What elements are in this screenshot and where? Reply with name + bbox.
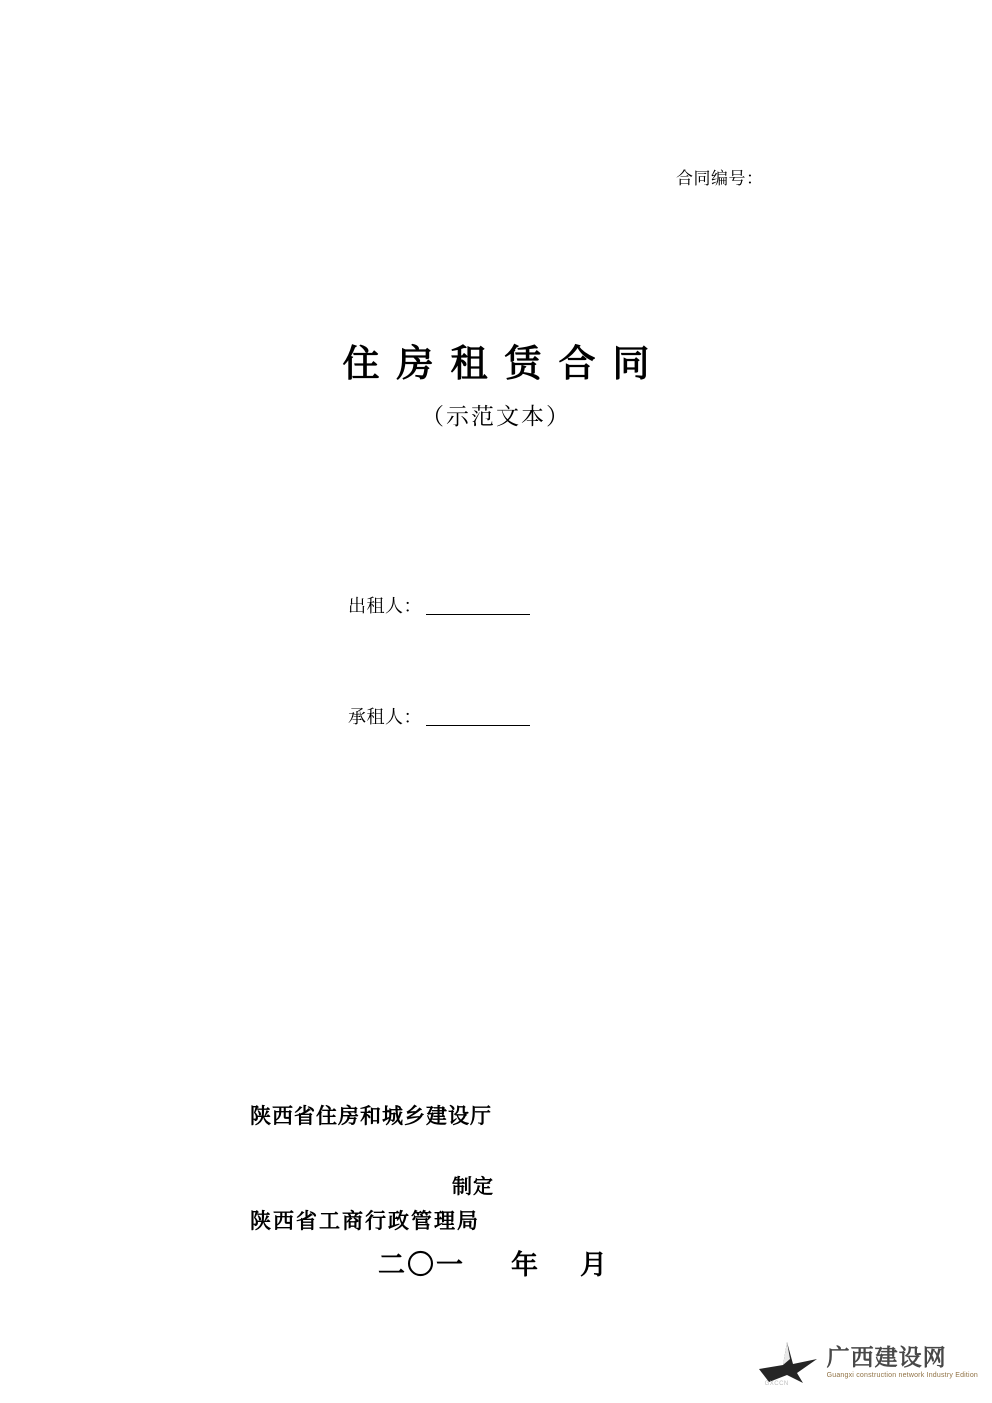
watermark-text xyxy=(827,1345,978,1380)
watermark xyxy=(757,1339,978,1385)
page-title: 住房租赁合同 xyxy=(342,344,667,385)
watermark-brand-en: Guangxi construction network Industry Edition xyxy=(826,1371,978,1379)
issuer-primary: 陕西省住房和城乡建设厅 xyxy=(250,1105,492,1128)
lessor-field xyxy=(348,592,530,618)
star-sub-label: GXCCN xyxy=(764,1381,789,1387)
issuer-made-by-label: 制定 xyxy=(452,1176,494,1198)
lessor-input-blank[interactable] xyxy=(426,614,530,615)
issuer-secondary: 陕西省工商行政管理局 xyxy=(250,1210,480,1233)
date-line xyxy=(378,1243,609,1282)
date-month-unit: 月 xyxy=(580,1250,609,1280)
page-subtitle: （示范文本） xyxy=(421,404,571,429)
contract-number-label: 合同编号： xyxy=(676,169,764,188)
lessee-input-blank[interactable] xyxy=(426,725,530,726)
star-icon xyxy=(757,1339,819,1385)
lessor-label: 出租人： xyxy=(348,596,422,616)
lessee-label: 承租人： xyxy=(348,707,422,727)
watermark-brand-cn: 广西建设网 xyxy=(826,1343,947,1370)
date-year-prefix: 二〇一 xyxy=(378,1250,465,1280)
lessee-field xyxy=(348,703,530,729)
date-year-unit: 年 xyxy=(511,1250,540,1280)
